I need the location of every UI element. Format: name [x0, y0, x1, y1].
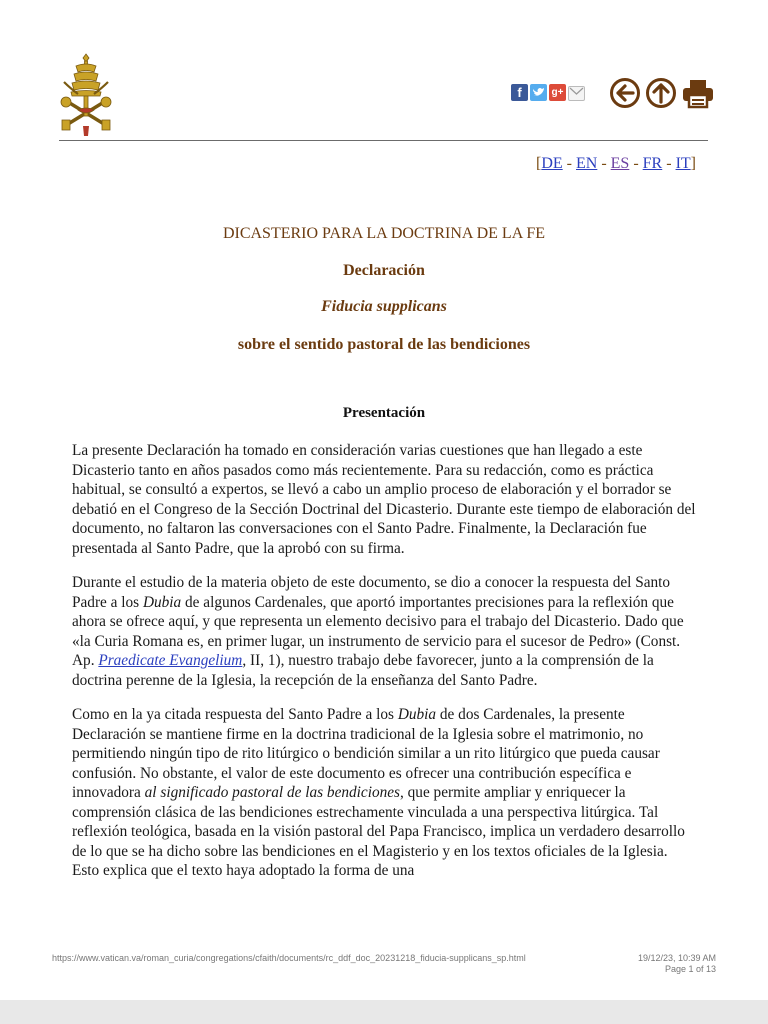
language-link-fr[interactable]: FR: [642, 155, 663, 172]
document-subtitle: sobre el sentido pastoral de las bendiciones: [237, 336, 531, 353]
footer-page-number: Page 1 of 13: [664, 964, 716, 974]
paragraph-1: La presente Declaración ha tomado en consideración varias cuestiones que han llegado a este Dicasterio tanto en años pasados como más recientemente. Para su redacción, como es práctica habitual, se consultó a expertos, se llevó a cabo un amplio proceso de elaboración y el borrador se debatió en el Congreso de la Sección Doctrinal del Dicasterio. Durante este tiempo de elaboración del documento, no faltaron las conversaciones con el Santo Padre. Finalmente, la Declaración fue presentada al Santo Padre, que la aprobó con su firma.: [72, 442, 696, 557]
language-link-es[interactable]: ES: [610, 155, 630, 172]
paragraph-3: Como en la ya citada respuesta del Santo Padre a los Dubia de dos Cardenales, la presente Declaración se mantiene firme en la doctrina tradicional de la Iglesia sobre el matrimonio, no permitiendo ningún tipo de rito litúrgico o bendición similar a un rito litúrgico que pueda causar confusión. No obstante, el valor de este documento es ofrecer una contribución específica e innovadora al significado pastoral de las bendiciones, que permite ampliar y enriquecer la comprensión clásica de las bendiciones estrechamente vinculada a una perspectiva litúrgica. Tal reflexión teológica, basada en la visión pastoral del Papa Francisco, implica un verdadero desarrollo de lo que se ha dicho sobre las bendiciones en el Magisterio y en los textos oficiales de la Iglesia. Esto explica que el texto haya adoptado la forma de una: [72, 706, 685, 879]
holy-see-coat-of-arms-icon: [56, 52, 116, 138]
language-link-de[interactable]: DE: [541, 155, 563, 172]
up-arrow-icon[interactable]: [645, 77, 677, 109]
header-divider: [59, 140, 708, 141]
paragraph-2: Durante el estudio de la materia objeto de este documento, se dio a conocer la respuesta del Santo Padre a los Dubia de algunos Cardenales, que aportó importantes precisiones para la reflexión que ahora se ofrece aquí, y que representa un elemento decisivo para el trabajo del Dicasterio. Dado que «la Curia Romana es, en primer lugar, un instrumento de servicio para el sucesor de Pedro» (Const. Ap. Praedicate Evangelium, II, 1), nuestro trabajo debe favorecer, junto a la comprensión de la doctrina perenne de la Iglesia, la recepción de la enseñanza del Santo Padre.: [72, 574, 684, 689]
dicastery-title: DICASTERIO PARA LA DOCTRINA DE LA FE: [222, 225, 546, 242]
twitter-icon[interactable]: [530, 84, 547, 101]
google-plus-icon[interactable]: g+: [549, 84, 566, 101]
section-heading: Presentación: [342, 405, 426, 421]
footer-meta: [638, 953, 716, 975]
share-icons: [511, 84, 585, 101]
language-link-it[interactable]: IT: [675, 155, 691, 172]
print-icon[interactable]: [681, 77, 715, 109]
back-arrow-icon[interactable]: [609, 77, 641, 109]
footer-url: https://www.vatican.va/roman_curia/congregations/cfaith/documents/rc_ddf_doc_20231218_fiducia-supplicans_sp.html: [52, 953, 526, 963]
language-selector: [DE - EN - ES - FR - IT]: [536, 155, 696, 172]
document-body: [72, 441, 698, 896]
language-link-en[interactable]: EN: [576, 155, 598, 172]
footer-datetime: 19/12/23, 10:39 AM: [637, 953, 716, 963]
page-actions: [609, 77, 715, 109]
document-title: Fiducia supplicans: [321, 298, 447, 315]
email-icon[interactable]: [568, 86, 585, 101]
declaration-label: Declaración: [343, 262, 425, 279]
facebook-icon[interactable]: f: [511, 84, 528, 101]
praedicate-evangelium-link[interactable]: Praedicate Evangelium: [98, 652, 243, 669]
page-separator: [0, 1000, 768, 1024]
